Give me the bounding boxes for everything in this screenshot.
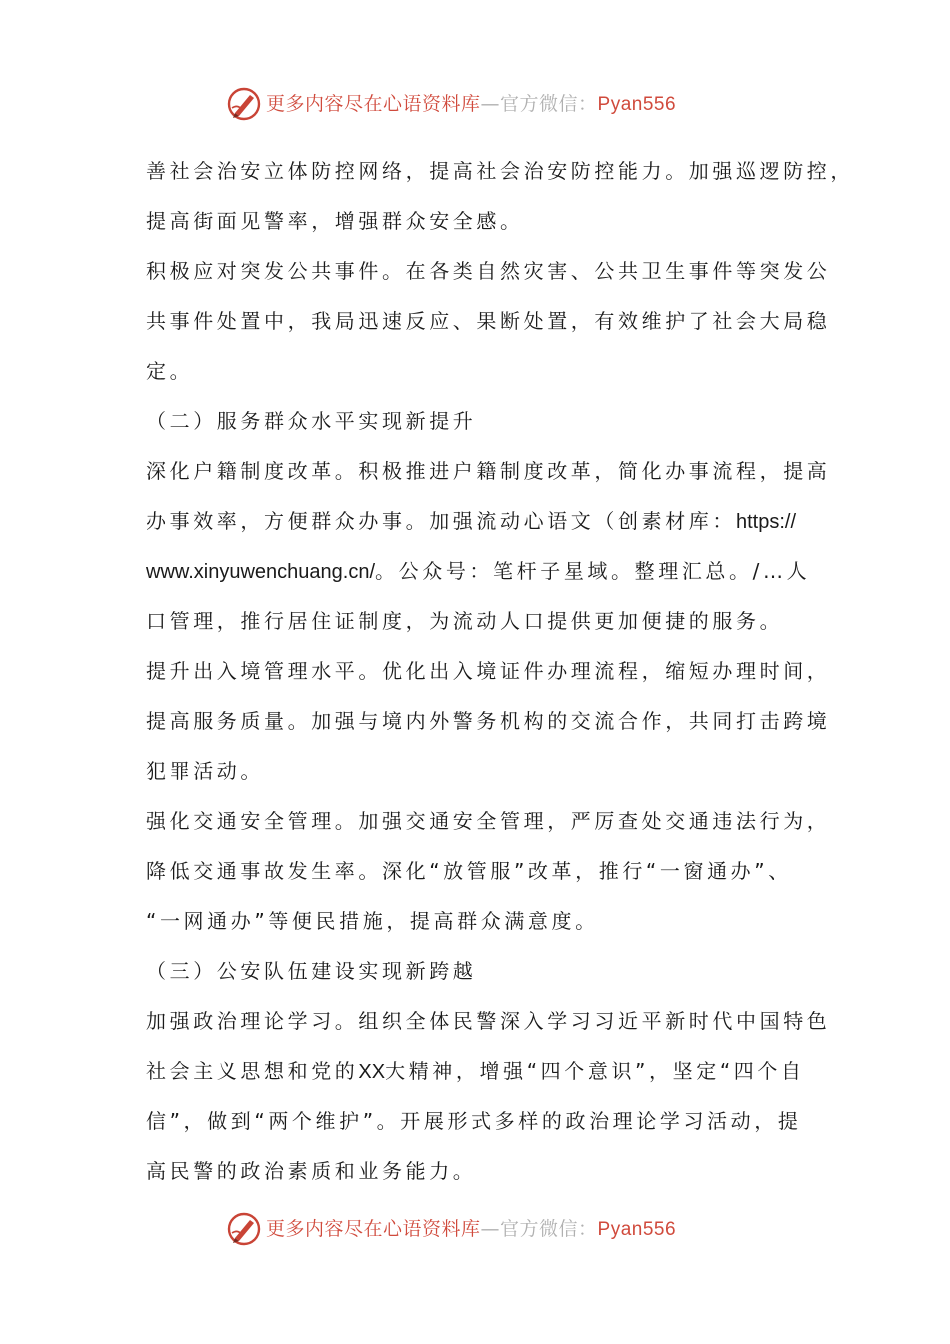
banner-main-text: 更多内容尽在心语资料库: [266, 93, 481, 115]
text-line: 强化交通安全管理。加强交通安全管理，严厉查处交通违法行为，: [146, 809, 831, 833]
section-heading: （二）服务群众水平实现新提升: [146, 409, 477, 433]
text-line: 办事效率，方便群众办事。加强流动心语文（创素材库：https://: [146, 509, 797, 533]
pen-logo-icon: [226, 86, 262, 122]
banner-text: [266, 1215, 676, 1244]
text-line: 提高服务质量。加强与境内外警务机构的交流合作，共同打击跨境: [146, 709, 831, 733]
text-line: 深化户籍制度改革。积极推进户籍制度改革，简化办事流程，提高: [146, 459, 831, 483]
banner-wechat-label: 官方微信：: [500, 93, 598, 115]
text-line: 犯罪活动。: [146, 759, 264, 783]
text-line: 提升出入境管理水平。优化出入境证件办理流程，缩短办理时间，: [146, 659, 831, 683]
text-line: 提高街面见警率，增强群众安全感。: [146, 209, 524, 233]
text-line: 善社会治安立体防控网络，提高社会治安防控能力。加强巡逻防控，: [146, 159, 854, 183]
banner-dash: —: [480, 1218, 501, 1240]
section-heading: （三）公安队伍建设实现新跨越: [146, 959, 477, 983]
text-line: www.xinyuwenchuang.cn/。公众号：笔杆子星域。整理汇总。/…人: [146, 559, 811, 583]
footer-banner: [0, 1209, 950, 1249]
pen-logo-icon: [226, 1211, 262, 1247]
header-banner: [0, 84, 950, 124]
text-line: 定。: [146, 359, 194, 383]
text-line: 加强政治理论学习。组织全体民警深入学习习近平新时代中国特色: [146, 1009, 831, 1033]
text-line: 积极应对突发公共事件。在各类自然灾害、公共卫生事件等突发公: [146, 259, 831, 283]
text-line: “一网通办”等便民措施，提高群众满意度。: [146, 909, 599, 933]
text-line: 降低交通事故发生率。深化“放管服”改革，推行“一窗通办”、: [146, 859, 792, 883]
banner-main-text: 更多内容尽在心语资料库: [266, 1218, 481, 1240]
banner-text: [266, 90, 676, 119]
text-line: 信”，做到“两个维护”。开展形式多样的政治理论学习活动，提: [146, 1109, 802, 1133]
text-line: 社会主义思想和党的XX大精神，增强“四个意识”，坚定“四个自: [146, 1059, 805, 1083]
banner-dash: —: [480, 93, 501, 115]
banner-wechat-id: Pyan556: [597, 94, 677, 115]
text-line: 共事件处置中，我局迅速反应、果断处置，有效维护了社会大局稳: [146, 309, 831, 333]
document-body: [146, 149, 854, 1199]
banner-wechat-label: 官方微信：: [500, 1218, 598, 1240]
text-line: 高民警的政治素质和业务能力。: [146, 1159, 477, 1183]
text-line: 口管理，推行居住证制度，为流动人口提供更加便捷的服务。: [146, 609, 784, 633]
banner-wechat-id: Pyan556: [597, 1219, 677, 1240]
